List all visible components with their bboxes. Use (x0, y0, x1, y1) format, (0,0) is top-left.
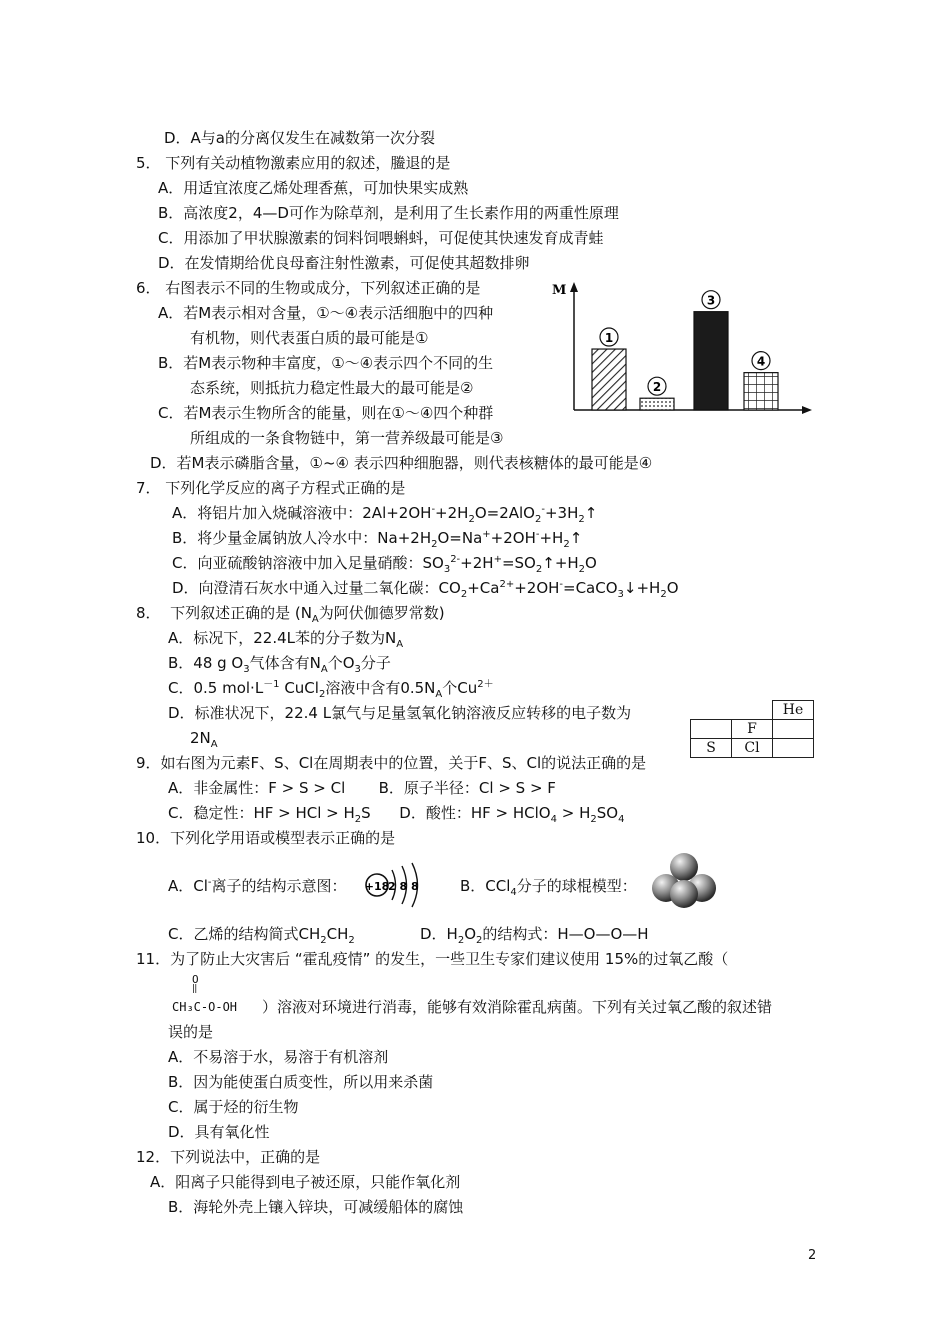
sub: 2 (590, 814, 597, 825)
q4-option-d: D．A与a的分离仅发生在减数第一次分裂 (164, 129, 436, 147)
q11-stem-end: 误的是 (168, 1023, 214, 1041)
text: 离子的结构示意图： (211, 877, 347, 895)
q8-option-a (168, 628, 403, 648)
text: +2OH (514, 579, 560, 597)
text: +2H (460, 554, 494, 572)
chart-y-arrow (570, 282, 578, 292)
sub: 2 (348, 935, 355, 946)
q5-option-a: A．用适宜浓度乙烯处理香蕉，可加快果实成熟 (158, 179, 469, 197)
nucleus-charge: +18 (364, 880, 390, 893)
q8-option-d: D．标准状况下，22.4 L氯气与足量氢氧化钠溶液反应转移的电子数为 (168, 704, 632, 722)
text: D．向澄清石灰水中通入过量二氧化碳：CO (172, 579, 461, 597)
q12-option-a: A．阳离子只能得到电子被还原，只能作氧化剂 (150, 1173, 461, 1191)
sub: 2 (563, 539, 570, 550)
q7-option-b (172, 528, 582, 548)
q8-option-c (168, 678, 494, 698)
sup: - (207, 877, 212, 888)
text: 溶液中含有0.5N (325, 679, 436, 697)
sub: A (320, 664, 328, 675)
sub: A (311, 614, 319, 625)
q5-option-d: D．在发情期给优良母畜注射性激素，可促使其超数排卵 (158, 254, 530, 272)
q10-option-d (420, 924, 649, 944)
q7-option-d (172, 578, 679, 598)
text: A．将铝片加入烧碱溶液中：2Al+2OH (172, 504, 432, 522)
q8-option-b (168, 653, 391, 673)
q10-option-b (460, 876, 637, 896)
q9-options-ab (168, 778, 556, 798)
text: B．将少量金属钠放人冷水中：Na+2H (172, 529, 432, 547)
pt-cell (732, 701, 773, 720)
q6-option-b-cont: 态系统，则抵抗力稳定性最大的最可能是② (190, 379, 474, 397)
sub: 2 (460, 589, 468, 600)
sub: 2 (578, 514, 585, 525)
q6-option-a-cont: 有机物，则代表蛋白质的最可能是① (190, 329, 429, 347)
text: 为阿伏伽德罗常数) (318, 604, 445, 622)
chart-bar-label-4: 4 (756, 354, 766, 369)
sup: －1 (263, 679, 280, 690)
sub: 2 (320, 935, 327, 946)
sub: 2 (534, 514, 542, 525)
text: 的结构式：H—O—O—H (482, 925, 649, 943)
chart-bar-label-3: 3 (706, 293, 716, 308)
text: A．非金属性：F > S > Cl B．原子半径：Cl > S > F (168, 779, 556, 797)
q7-option-c (172, 553, 597, 573)
chart-bar-label-1: 1 (604, 331, 614, 346)
text: 个O (327, 654, 355, 672)
text: ↓+H (623, 579, 661, 597)
text: D．H (420, 925, 458, 943)
ccl4-ball-stick-model (648, 850, 720, 910)
sup: - (535, 529, 540, 540)
sub: 2 (660, 589, 667, 600)
text: +2OH (490, 529, 536, 547)
sub: 3 (354, 664, 361, 675)
text: 气体含有N (249, 654, 321, 672)
text: ↑+H (542, 554, 579, 572)
sub: A (210, 739, 218, 750)
q11-option-d: D．具有氧化性 (168, 1123, 270, 1141)
sup: 2＋ (477, 679, 494, 690)
sub: 4 (550, 814, 557, 825)
electron-shell-counts: 2 8 8 (388, 880, 419, 893)
text: O=Na (437, 529, 483, 547)
text: C．0.5 mol·L (168, 679, 264, 697)
sup: 2+ (499, 579, 515, 590)
sup: - (541, 504, 545, 515)
chart-bar-2 (640, 398, 674, 410)
peracetic-acid-formula-top: O (192, 973, 199, 986)
pt-cell-s: S (691, 739, 732, 758)
sup: + (493, 554, 502, 565)
q6-option-c-cont: 所组成的一条食物链中，第一营养级最可能是③ (190, 429, 504, 447)
text: 2N (190, 729, 211, 747)
q11-stem: 11．为了防止大灾害后 “霍乱疫情” 的发生，一些卫生专家们建议使用 15%的过氧乙酸（ (136, 950, 729, 968)
chloride-ion-structure-diagram (360, 860, 430, 910)
text: SO (596, 804, 619, 822)
sub: A (396, 639, 404, 650)
sub: 3 (243, 664, 250, 675)
sub: 2 (535, 564, 543, 575)
text: =SO (501, 554, 536, 572)
text: S D．酸性：HF > HClO (361, 804, 551, 822)
q5-stem: 5． 下列有关动植物激素应用的叙述，䲢退的是 (136, 154, 451, 172)
text: +H (539, 529, 564, 547)
double-bond-mark: ‖ (192, 984, 198, 994)
text: C．乙烯的结构简式CH (168, 925, 321, 943)
q6-option-b: B．若M表示物种丰富度，①～④表示四个不同的生 (158, 354, 494, 372)
chart-bar-label-2: 2 (652, 380, 662, 395)
q6-option-a: A．若M表示相对含量，①～④表示活细胞中的四种 (158, 304, 494, 322)
q10-option-c (168, 924, 355, 944)
sub: 2 (468, 514, 475, 525)
text: O (464, 925, 477, 943)
chart-y-label: M (552, 283, 567, 298)
q11-option-c: C．属于烃的衍生物 (168, 1098, 299, 1116)
text: 分子 (360, 654, 391, 672)
sub: 2 (318, 689, 326, 700)
sub: 2 (476, 935, 483, 946)
sub: 2 (431, 539, 438, 550)
page-number: 2 (808, 1248, 817, 1263)
text: +3H (544, 504, 579, 522)
q10-option-a (168, 876, 347, 896)
text: CH (326, 925, 349, 943)
text: +Ca (467, 579, 500, 597)
text: 分子的球棍模型： (516, 877, 637, 895)
q7-option-a (172, 503, 597, 523)
sub: 2 (457, 935, 465, 946)
pt-cell (773, 720, 814, 739)
text: B．48 g O (168, 654, 244, 672)
chart-bar-3 (694, 312, 728, 410)
sub: 3 (443, 564, 451, 575)
sub: 4 (510, 887, 517, 898)
pt-cell (691, 701, 732, 720)
sub: 2 (578, 564, 586, 575)
sup: - (559, 579, 564, 590)
text: 8． 下列叙述正确的是 (N (136, 604, 312, 622)
q6-option-d: D．若M表示磷脂含量，①~④ 表示四种细胞器，则代表核糖体的最可能是④ (150, 454, 653, 472)
sup: + (482, 529, 491, 540)
text: 个Cu (442, 679, 478, 697)
q6-bar-chart (548, 280, 818, 420)
chart-bar-1 (592, 349, 626, 410)
pt-cell-he: He (773, 701, 814, 720)
pt-cell-f: F (732, 720, 773, 739)
text: C．向亚硫酸钠溶液中加入足量硝酸：SO (172, 554, 444, 572)
q6-option-c: C．若M表示生物所含的能量，则在①～④四个种群 (158, 404, 494, 422)
text: C．稳定性：HF > HCl > H (168, 804, 355, 822)
text: A．Cl (168, 877, 208, 895)
chart-bar-4 (744, 373, 778, 410)
sub: A (435, 689, 443, 700)
text: O=2AlO (474, 504, 535, 522)
q12-stem: 12．下列说法中，正确的是 (136, 1148, 321, 1166)
q7-stem: 7． 下列化学反应的离子方程式正确的是 (136, 479, 406, 497)
q11-option-b: B．因为能使蛋白质变性，所以用来杀菌 (168, 1073, 434, 1091)
q12-option-b: B．海轮外壳上镶入锌块，可减缓船体的腐蚀 (168, 1198, 464, 1216)
text: A．标况下，22.4L苯的分子数为N (168, 629, 397, 647)
text: =CaCO (563, 579, 618, 597)
chart-x-arrow (802, 406, 812, 414)
text: O (585, 554, 597, 572)
text: B．CCl (460, 877, 511, 895)
q9-options-cd (168, 803, 624, 823)
q6-stem: 6． 右图表示不同的生物或成分，下列叙述正确的是 (136, 279, 481, 297)
pt-cell (773, 739, 814, 758)
text: ↑ (584, 504, 598, 522)
sup: - (431, 504, 436, 515)
sup: 2- (450, 554, 461, 565)
text: ↑ (569, 529, 583, 547)
q5-option-b: B．高浓度2，4—D可作为除草剂，是利用了生长素作用的两重性原理 (158, 204, 619, 222)
q8-stem (136, 603, 445, 623)
sub: 3 (617, 589, 624, 600)
text: +2H (435, 504, 469, 522)
q11-option-a: A．不易溶于水，易溶于有机溶剂 (168, 1048, 389, 1066)
q11-stem-cont: ）溶液对环境进行消毒，能够有效消除霍乱病菌。下列有关过氧乙酸的叙述错 (262, 998, 773, 1016)
pt-cell-cl: Cl (732, 739, 773, 758)
q10-stem: 10．下列化学用语或模型表示正确的是 (136, 829, 396, 847)
pt-cell (691, 720, 732, 739)
sub: 2 (354, 814, 362, 825)
q8-option-d-cont (190, 728, 218, 748)
sub: 4 (618, 814, 625, 825)
q5-option-c: C．用添加了甲状腺激素的饲料饲喂蝌蚪，可促使其快速发育成青蛙 (158, 229, 604, 247)
text: > H (556, 804, 591, 822)
q9-stem: 9．如右图为元素F、S、Cl在周期表中的位置，关于F、S、Cl的说法正确的是 (136, 754, 647, 772)
text: CuCl (279, 679, 319, 697)
text: O (666, 579, 679, 597)
periodic-table-fragment (690, 700, 814, 758)
peracetic-acid-formula: CH₃C-O-OH (172, 1000, 238, 1014)
